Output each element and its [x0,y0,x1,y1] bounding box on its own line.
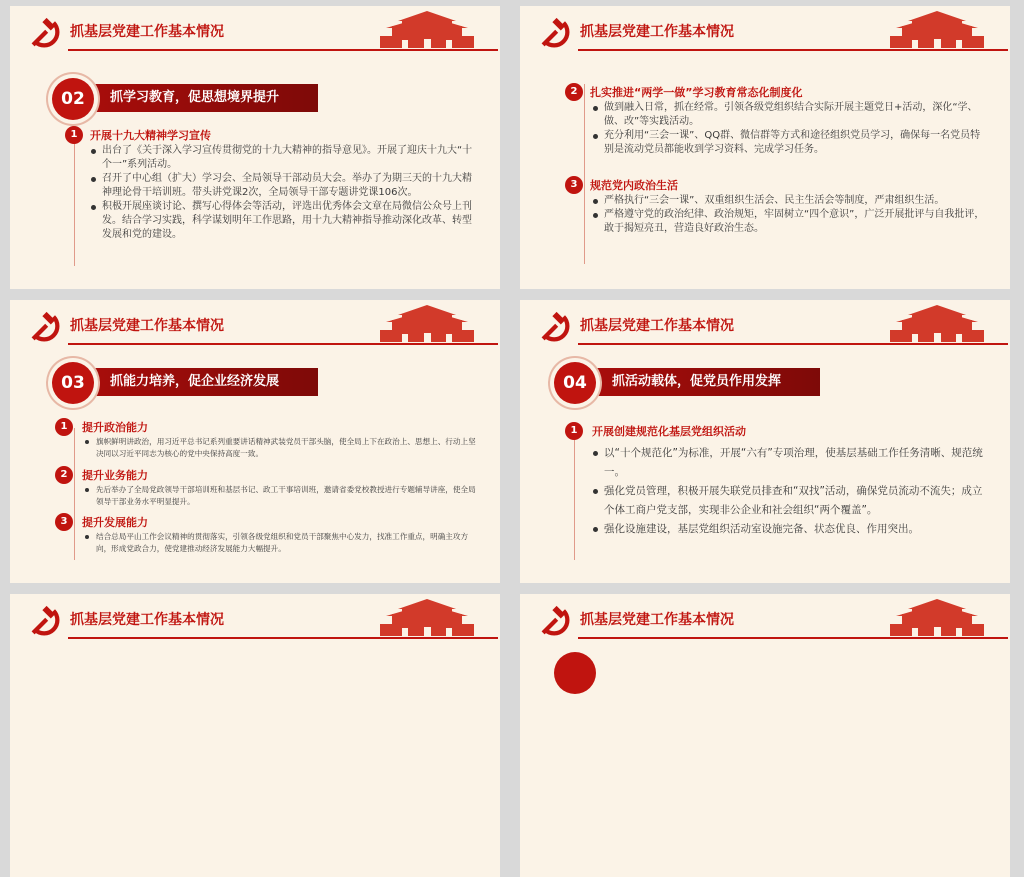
slide-header [520,6,1010,50]
subsection-title: 规范党内政治生活 [590,179,678,192]
slide-02[interactable] [10,6,500,289]
hammer-sickle-icon [538,604,572,638]
bullet-list [90,144,478,242]
section-number-badge: 04 [554,362,596,404]
slide-header [10,594,500,638]
header-title: 抓基层党建工作基本情况 [70,318,224,334]
slide-header [10,300,500,344]
bullet-list [84,436,480,459]
tiananmen-gate-icon [372,598,482,638]
subsection-title: 提升业务能力 [82,469,148,482]
subsection-title: 提升政治能力 [82,421,148,434]
subsection-number: 2 [55,466,73,484]
slide-header [520,300,1010,344]
hammer-sickle-icon [538,310,572,344]
timeline-line [584,84,585,264]
section-number-badge [554,652,596,694]
bullet-item: 充分利用“三会一课”、QQ群、微信群等方式和途径组织党员学习，确保每一名党员特别是流动党员都能收到学习资料、完成学习任务。 [592,129,988,157]
section-number-badge: 03 [52,362,94,404]
hammer-sickle-icon [28,604,62,638]
bullet-item: 以“十个规范化”为标准，开展“六有”专项治理，使基层基础工作任务清晰、规范统一。 [592,444,988,482]
subsection-number: 1 [65,126,83,144]
slide-header [520,594,1010,638]
bullet-item: 积极开展座谈讨论、撰写心得体会等活动，评选出优秀体会文章在局微信公众号上刊发。结合学习实践，科学谋划明年工作思路，用十九大精神指导推动深化改革、转型发展和党的建设。 [90,200,478,242]
header-title: 抓基层党建工作基本情况 [70,24,224,40]
hammer-sickle-icon [538,16,572,50]
slide-header [10,6,500,50]
bullet-list [84,484,480,507]
subsection-number: 2 [565,83,583,101]
bullet-item: 强化党员管理，积极开展失联党员排查和“双找”活动，确保党员流动不流失；成立个体工商户党支部，实现非公企业和社会组织“两个覆盖”。 [592,482,988,520]
bullet-item: 严格遵守党的政治纪律、政治规矩，牢固树立“四个意识”，广泛开展批评与自我批评，敢于揭短亮丑，营造良好政治生态。 [592,208,988,236]
slide-05-partial[interactable] [10,594,500,877]
section-title-ribbon: 抓活动载体，促党员作用发挥 [592,368,820,396]
subsection-number: 1 [565,422,583,440]
section-number-badge: 02 [52,78,94,120]
header-title: 抓基层党建工作基本情况 [580,612,734,628]
hammer-sickle-icon [28,16,62,50]
subsection-number: 3 [565,176,583,194]
slide-02-continued[interactable] [520,6,1010,289]
hammer-sickle-icon [28,310,62,344]
bullet-list [592,444,988,539]
tiananmen-gate-icon [882,10,992,50]
bullet-item: 旗帜鲜明讲政治，用习近平总书记系列重要讲话精神武装党员干部头脑，使全局上下在政治上、思想上、行动上坚决同以习近平同志为核心的党中央保持高度一致。 [84,436,480,459]
slide-03[interactable] [10,300,500,583]
tiananmen-gate-icon [882,304,992,344]
slide-06-partial[interactable] [520,594,1010,877]
bullet-list [592,194,988,236]
bullet-item: 严格执行“三会一课”、双重组织生活会、民主生活会等制度，严肃组织生活。 [592,194,988,208]
bullet-list [84,531,480,554]
timeline-line [574,436,575,560]
subsection-number: 3 [55,513,73,531]
bullet-list [592,101,988,157]
bullet-item: 强化设施建设，基层党组织活动室设施完备、状态优良、作用突出。 [592,520,988,539]
section-title-ribbon: 抓学习教育，促思想境界提升 [90,84,318,112]
timeline-line [74,428,75,560]
tiananmen-gate-icon [372,10,482,50]
subsection-number: 1 [55,418,73,436]
subsection-title: 开展创建规范化基层党组织活动 [592,425,746,438]
bullet-item: 先后举办了全局党政领导干部培训班和基层书记、政工干事培训班，邀请省委党校教授进行专题辅导讲座，使全局领导干部业务水平明显提升。 [84,484,480,507]
slide-04[interactable] [520,300,1010,583]
bullet-item: 出台了《关于深入学习宣传贯彻党的十九大精神的指导意见》。开展了迎庆十九大“十个一”系列活动。 [90,144,478,172]
subsection-title: 扎实推进“两学一做”学习教育常态化制度化 [590,86,803,99]
tiananmen-gate-icon [882,598,992,638]
timeline-line [74,140,75,266]
bullet-item: 结合总局平山工作会议精神的贯彻落实，引领各级党组织和党员干部聚焦中心发力，找准工作重点，明确主攻方向，形成党政合力，使党建推动经济发展能力大幅提升。 [84,531,480,554]
bullet-item: 召开了中心组（扩大）学习会、全局领导干部动员大会。举办了为期三天的十九大精神理论骨干培训班。带头讲党课2次，全局领导干部专题讲党课106次。 [90,172,478,200]
header-title: 抓基层党建工作基本情况 [580,24,734,40]
section-title-ribbon: 抓能力培养，促企业经济发展 [90,368,318,396]
tiananmen-gate-icon [372,304,482,344]
header-title: 抓基层党建工作基本情况 [580,318,734,334]
bullet-item: 做到融入日常，抓在经常。引领各级党组织结合实际开展主题党日+活动，深化“学、做、改”等实践活动。 [592,101,988,129]
subsection-title: 开展十九大精神学习宣传 [90,129,211,142]
subsection-title: 提升发展能力 [82,516,148,529]
header-title: 抓基层党建工作基本情况 [70,612,224,628]
